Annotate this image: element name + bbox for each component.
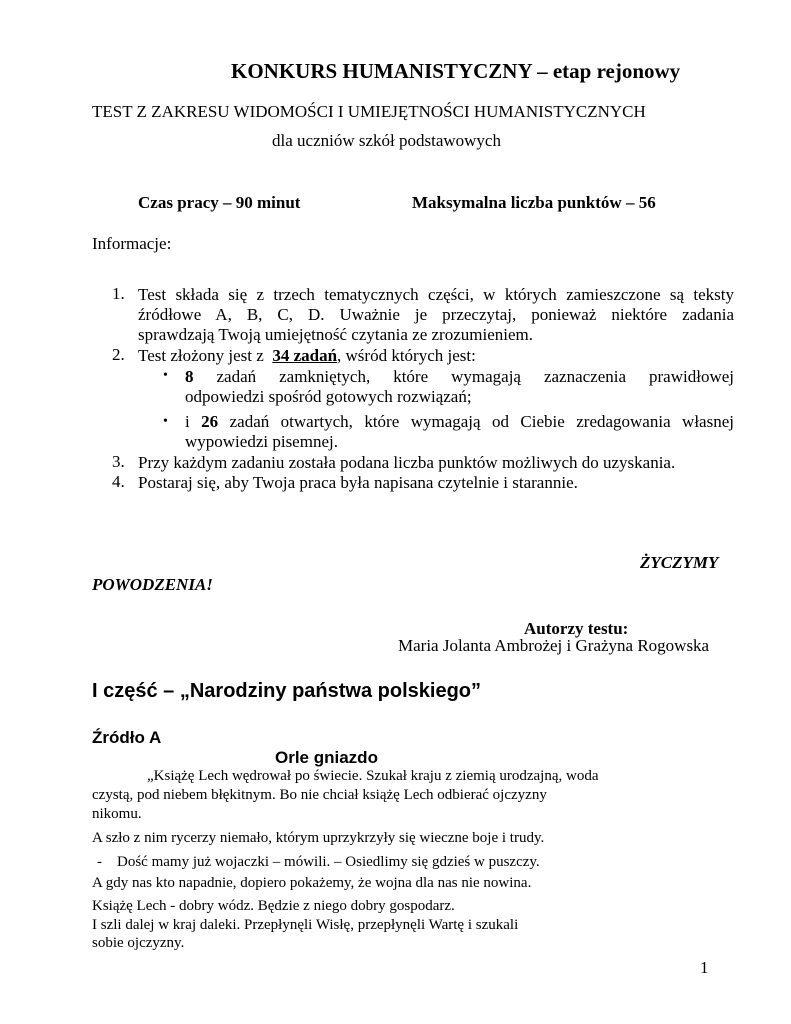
wishes-line-1: ŻYCZYMY <box>640 553 719 572</box>
bullet-2-line-2: wypowiedzi pisemnej. <box>185 432 338 451</box>
story-line: czystą, pod niebem błękitnym. Bo nie chciał książę Lech odbierać ojczyzny <box>92 787 547 803</box>
list-item-number: 2. <box>112 345 125 364</box>
work-time: Czas pracy – 90 minut <box>138 193 301 212</box>
page-number: 1 <box>700 958 709 977</box>
test-subtitle: TEST Z ZAKRESU WIDOMOŚCI I UMIEJĘTNOŚCI HUMANISTYCZNYCH <box>92 102 646 121</box>
bullet-2-text: zadań otwartych, które wymagają od Ciebie zredagowania własnej <box>218 412 734 431</box>
info-label: Informacje: <box>92 234 172 253</box>
authors-names: Maria Jolanta Ambrożej i Grażyna Rogowska <box>398 636 710 655</box>
title-rest: – etap rejonowy <box>531 59 681 83</box>
list-item-1-line-1: Test składa się z trzech tematycznych części, w których zamieszczone są teksty <box>138 285 734 304</box>
source-title: Źródło A <box>92 728 162 747</box>
max-points: Maksymalna liczba punktów – 56 <box>412 193 656 212</box>
story-line: sobie ojczyzny. <box>92 935 185 951</box>
part-title: I część – „Narodziny państwa polskiego” <box>92 680 482 702</box>
bullet-icon: • <box>163 414 168 429</box>
closed-tasks-count: 8 <box>185 367 194 386</box>
title-bold: KONKURS HUMANISTYCZNY <box>231 59 532 83</box>
bullet-2-line-1 <box>185 411 734 432</box>
bullet-1-line-2: odpowiedzi spośród gotowych rozwiązań; <box>185 387 472 406</box>
wishes-line-2: POWODZENIA! <box>92 575 213 594</box>
list-item-1-line-3: sprawdzają Twoją umiejętność czytania ze zrozumieniem. <box>138 325 533 344</box>
task-count-highlight: 34 zadań <box>272 346 338 365</box>
story-line: Książę Lech - dobry wódz. Będzie z niego dobry gospodarz. <box>92 898 455 914</box>
list-item-1-line-2: źródłowe A, B, C, D. Uważnie je przeczytaj, ponieważ niektóre zadania <box>138 305 734 324</box>
bullet-2-pre: i <box>185 412 202 431</box>
story-line: „Książę Lech wędrował po świecie. Szukał kraju z ziemią urodzajną, woda <box>147 768 599 784</box>
list-item-4-text: Postaraj się, aby Twoja praca była napisana czytelnie i starannie. <box>138 473 578 492</box>
story-line: I szli dalej w kraj daleki. Przepłynęli Wisłę, przepłynęli Wartę i szukali <box>92 917 519 933</box>
list-item-2-post: , wśród których jest: <box>337 346 476 365</box>
list-item-number: 1. <box>112 284 125 303</box>
story-title: Orle gniazdo <box>275 748 378 767</box>
story-line: nikomu. <box>92 806 142 822</box>
story-line: - Dość mamy już wojaczki – mówili. – Osiedlimy się gdzieś w puszczy. <box>97 854 540 870</box>
list-item-number: 3. <box>112 452 125 471</box>
story-line: A szło z nim rycerzy niemało, którym uprzykrzyły się wieczne boje i trudy. <box>92 830 545 846</box>
bullet-1-line-1 <box>185 366 734 387</box>
open-tasks-count: 26 <box>201 412 219 431</box>
list-item-2-text <box>138 345 476 366</box>
page-title <box>231 59 680 84</box>
test-audience: dla uczniów szkół podstawowych <box>272 131 501 150</box>
list-item-number: 4. <box>112 472 125 491</box>
story-line: A gdy nas kto napadnie, dopiero pokażemy, że wojna dla nas nie nowina. <box>92 875 532 891</box>
list-item-3-text: Przy każdym zadaniu została podana liczba punktów możliwych do uzyskania. <box>138 453 676 472</box>
authors-label: Autorzy testu: <box>524 619 629 638</box>
list-item-2-pre: Test złożony jest z <box>138 346 269 365</box>
bullet-1-text: zadań zamkniętych, które wymagają zaznaczenia prawidłowej <box>193 367 734 386</box>
bullet-icon: • <box>163 368 168 383</box>
